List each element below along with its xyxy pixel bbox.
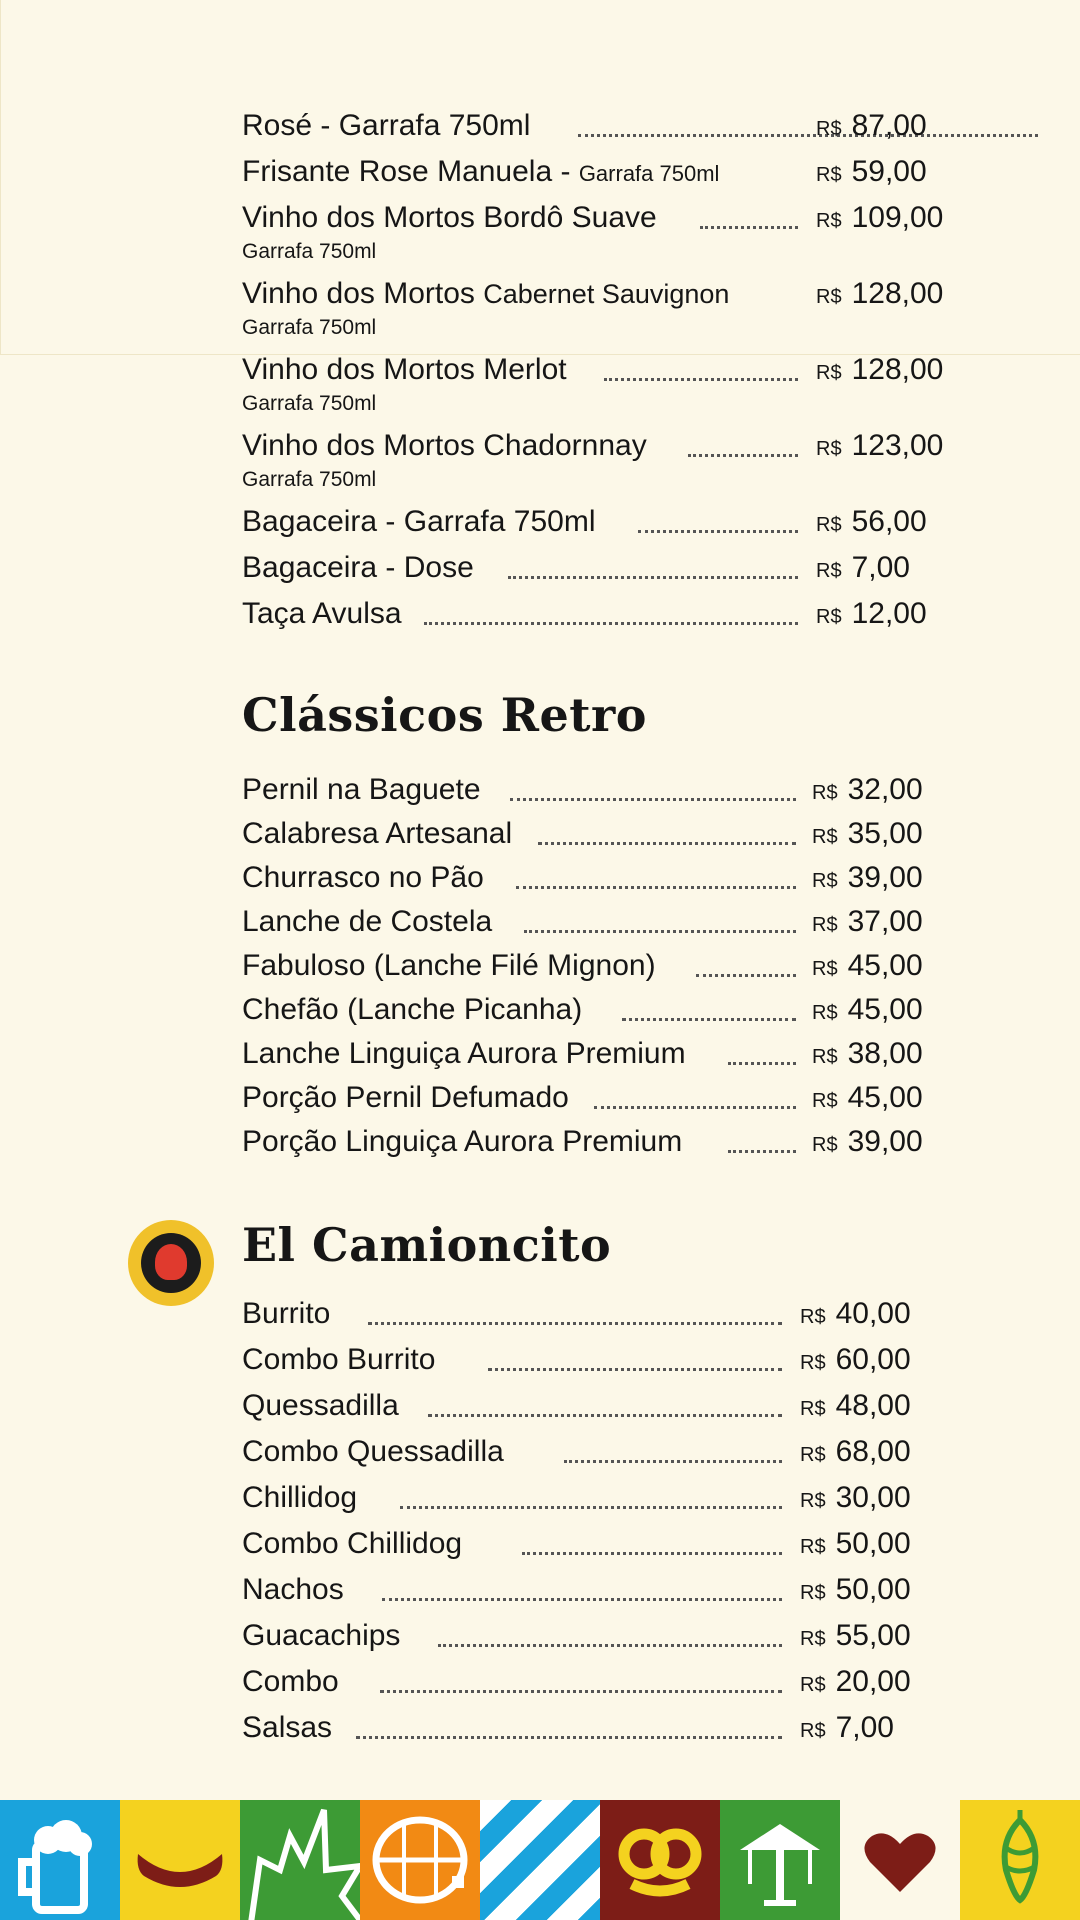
- item-price: R$ 55,00: [800, 1619, 911, 1652]
- item-price: R$ 32,00: [812, 773, 923, 806]
- item-price: R$ 12,00: [816, 597, 927, 630]
- item-name: Guacachips: [242, 1619, 401, 1652]
- item-price: R$ 30,00: [800, 1481, 911, 1514]
- dot-leader: [604, 378, 798, 381]
- item-price: R$ 68,00: [800, 1435, 911, 1468]
- dot-leader: [380, 1690, 782, 1693]
- item-name: Burrito: [242, 1297, 331, 1330]
- sausage-icon: [120, 1800, 240, 1920]
- dot-leader: [524, 930, 796, 933]
- dot-leader: [424, 622, 798, 625]
- item-price: R$ 7,00: [800, 1711, 894, 1744]
- dot-leader: [508, 576, 798, 579]
- dot-leader: [510, 798, 796, 801]
- item-price: R$ 109,00: [816, 201, 944, 234]
- item-price: R$ 59,00: [816, 155, 927, 188]
- section-title-classicos: Clássicos Retro: [242, 688, 647, 742]
- item-name: Porção Linguiça Aurora Premium: [242, 1125, 683, 1158]
- item-name: Bagaceira - Garrafa 750ml: [242, 505, 596, 538]
- item-name: Porção Pernil Defumado: [242, 1081, 569, 1114]
- item-price: R$ 87,00: [816, 109, 927, 142]
- item-name: Chefão (Lanche Picanha): [242, 993, 583, 1026]
- item-name: Vinho dos Mortos Chadornnay: [242, 429, 647, 462]
- item-name: Nachos: [242, 1573, 344, 1606]
- item-name: Combo: [242, 1665, 339, 1698]
- dot-leader: [438, 1644, 782, 1647]
- item-price: R$ 45,00: [812, 949, 923, 982]
- item-name: Calabresa Artesanal: [242, 817, 513, 850]
- el-camioncito-logo-icon: [128, 1220, 214, 1306]
- item-subtitle: Garrafa 750ml: [242, 392, 377, 415]
- item-name: Rosé - Garrafa 750ml: [242, 109, 531, 142]
- item-price: R$ 128,00: [816, 277, 944, 310]
- burst-icon: [240, 1800, 360, 1920]
- item-name: Vinho dos Mortos Merlot: [242, 353, 567, 386]
- dot-leader: [638, 530, 798, 533]
- item-name: Quessadilla: [242, 1389, 399, 1422]
- item-price: R$ 37,00: [812, 905, 923, 938]
- dot-leader: [728, 1150, 796, 1153]
- dot-leader: [578, 134, 1038, 137]
- dot-leader: [428, 1414, 782, 1417]
- item-name: Taça Avulsa: [242, 597, 402, 630]
- item-name: Fabuloso (Lanche Filé Mignon): [242, 949, 656, 982]
- dot-leader: [400, 1506, 782, 1509]
- dot-leader: [688, 454, 798, 457]
- dot-leader: [522, 1552, 782, 1555]
- item-price: R$ 56,00: [816, 505, 927, 538]
- dot-leader: [622, 1018, 796, 1021]
- heart-icon: [840, 1800, 960, 1920]
- item-price: R$ 123,00: [816, 429, 944, 462]
- footer-icon-strip: [0, 1800, 1080, 1920]
- item-price: R$ 50,00: [800, 1573, 911, 1606]
- item-subtitle: Garrafa 750ml: [242, 468, 377, 491]
- barrel-icon: [360, 1800, 480, 1920]
- dot-leader: [516, 886, 796, 889]
- item-name: Combo Burrito: [242, 1343, 436, 1376]
- item-subtitle: Garrafa 750ml: [242, 240, 377, 263]
- item-name: Vinho dos Mortos Cabernet Sauvignon: [242, 277, 730, 310]
- dot-leader: [356, 1736, 782, 1739]
- beer-mug-icon: [0, 1800, 120, 1920]
- item-price: R$ 48,00: [800, 1389, 911, 1422]
- dot-leader: [488, 1368, 782, 1371]
- item-price: R$ 35,00: [812, 817, 923, 850]
- item-price: R$ 50,00: [800, 1527, 911, 1560]
- dot-leader: [700, 226, 798, 229]
- item-price: R$ 7,00: [816, 551, 910, 584]
- item-name: Lanche de Costela: [242, 905, 493, 938]
- dot-leader: [728, 1062, 796, 1065]
- item-price: R$ 45,00: [812, 1081, 923, 1114]
- dot-leader: [368, 1322, 782, 1325]
- section-title-camioncito: El Camioncito: [242, 1218, 612, 1272]
- item-price: R$ 20,00: [800, 1665, 911, 1698]
- item-name: Lanche Linguiça Aurora Premium: [242, 1037, 686, 1070]
- stripes-icon: [480, 1800, 600, 1920]
- item-price: R$ 39,00: [812, 861, 923, 894]
- item-name: Vinho dos Mortos Bordô Suave: [242, 201, 657, 234]
- hop-icon: [960, 1800, 1080, 1920]
- dot-leader: [696, 974, 796, 977]
- pretzel-icon: [600, 1800, 720, 1920]
- list-item: [242, 106, 962, 150]
- item-name: Churrasco no Pão: [242, 861, 484, 894]
- item-name: Chillidog: [242, 1481, 358, 1514]
- carousel-icon: [720, 1800, 840, 1920]
- item-price: R$ 60,00: [800, 1343, 911, 1376]
- dot-leader: [594, 1106, 796, 1109]
- item-name: Pernil na Baguete: [242, 773, 481, 806]
- item-price: R$ 45,00: [812, 993, 923, 1026]
- item-name: Salsas: [242, 1711, 333, 1744]
- item-name: Combo Chillidog: [242, 1527, 463, 1560]
- item-price: R$ 39,00: [812, 1125, 923, 1158]
- dot-leader: [564, 1460, 782, 1463]
- item-price: R$ 40,00: [800, 1297, 911, 1330]
- item-subtitle: Garrafa 750ml: [242, 316, 377, 339]
- item-name: Combo Quessadilla: [242, 1435, 504, 1468]
- dot-leader: [538, 842, 796, 845]
- item-name: Frisante Rose Manuela - Garrafa 750ml: [242, 155, 720, 188]
- item-name: Bagaceira - Dose: [242, 551, 474, 584]
- item-price: R$ 128,00: [816, 353, 944, 386]
- dot-leader: [382, 1598, 782, 1601]
- item-price: R$ 38,00: [812, 1037, 923, 1070]
